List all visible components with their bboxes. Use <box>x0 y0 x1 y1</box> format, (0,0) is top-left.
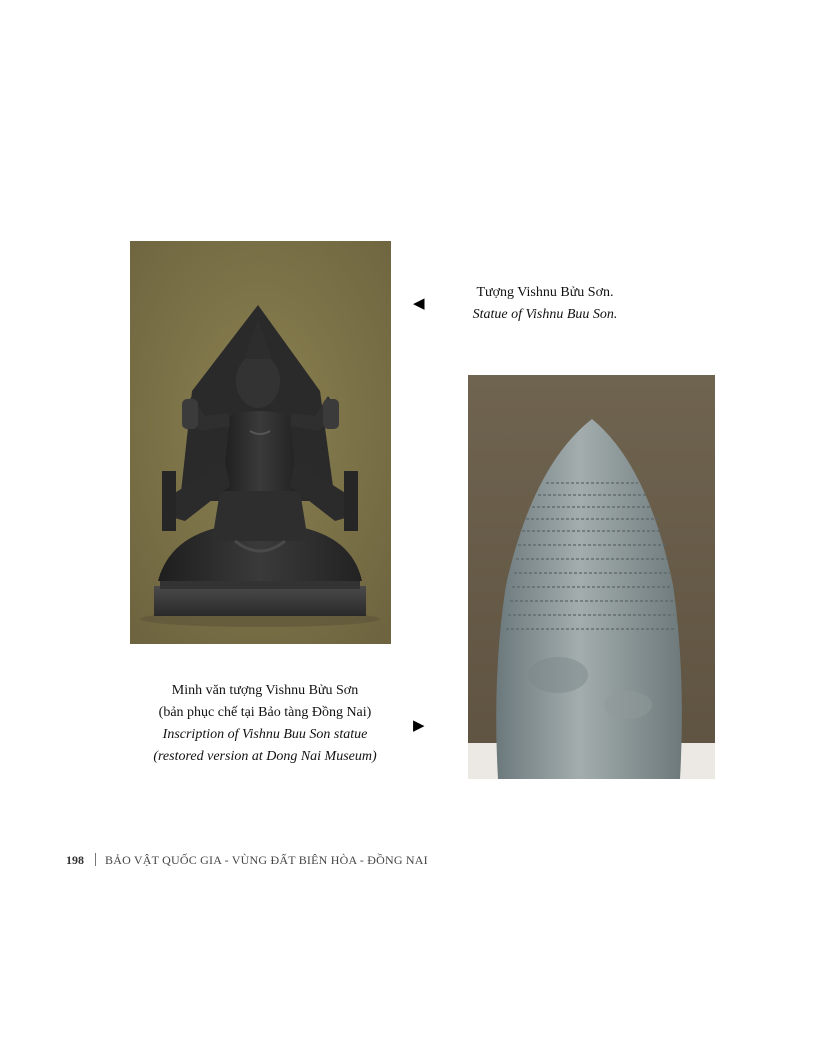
stele-caption-vietnamese-line1: Minh văn tượng Vishnu Bửu Sơn <box>171 683 359 698</box>
stele-caption-english-line2: (restored version at Dong Nai Museum) <box>153 749 377 764</box>
page-footer <box>66 853 428 868</box>
page-number: 198 <box>66 853 84 867</box>
statue-caption-english: Statue of Vishnu Buu Son. <box>472 307 618 322</box>
footer-divider <box>95 853 96 866</box>
statue-caption-vietnamese: Tượng Vishnu Bửu Sơn. <box>476 285 614 300</box>
book-title: BẢO VẬT QUỐC GIA - VÙNG ĐẤT BIÊN HÒA - ĐỒNG NAI <box>105 853 428 867</box>
inscription-stele-photo <box>468 375 715 779</box>
right-pointing-arrow-icon: ▶ <box>413 716 425 734</box>
statue-caption <box>450 282 640 326</box>
left-pointing-arrow-icon: ◀ <box>413 294 425 312</box>
stele-caption <box>130 680 400 768</box>
vishnu-statue-photo <box>130 241 391 644</box>
stele-caption-english-line1: Inscription of Vishnu Buu Son statue <box>162 727 368 742</box>
stele-caption-vietnamese-line2: (bản phục chế tại Bảo tàng Đồng Nai) <box>158 705 372 720</box>
